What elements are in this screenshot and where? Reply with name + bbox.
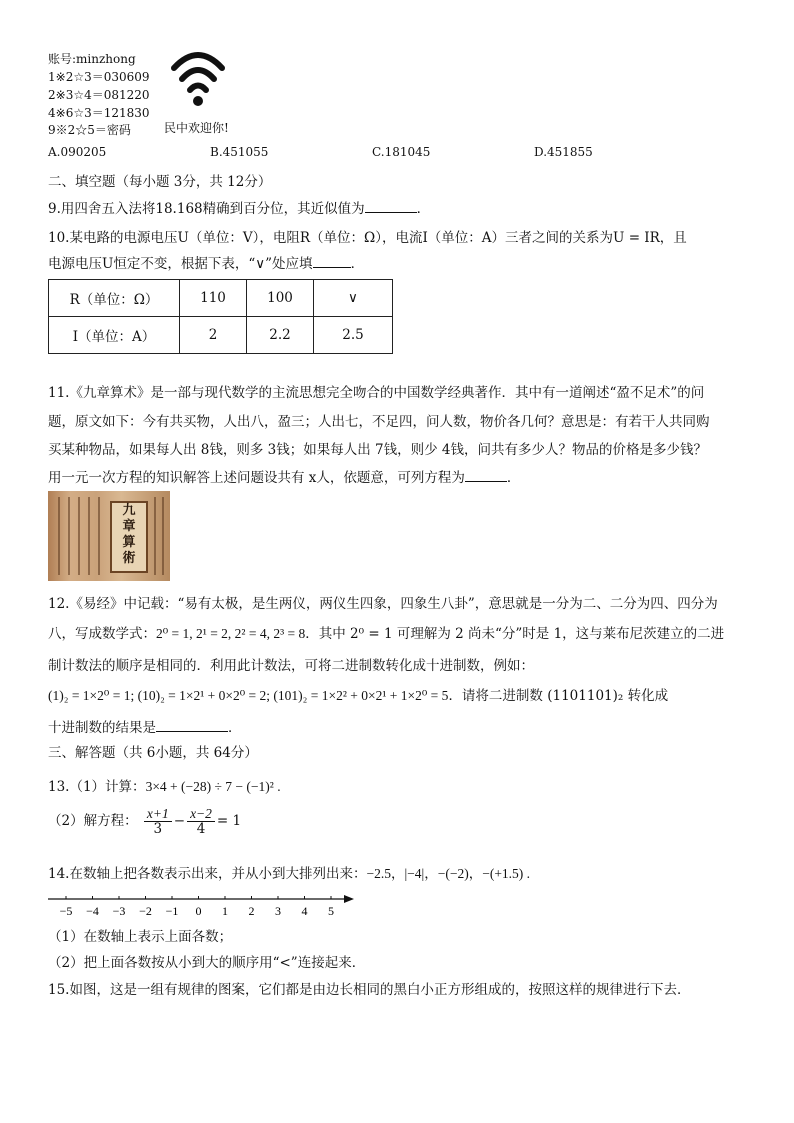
book-char: 術	[122, 551, 136, 566]
number-line-tick-label: 2	[248, 904, 255, 918]
code-line: 9※2☆5＝密码	[48, 123, 131, 137]
number-line-tick-label: 0	[195, 904, 202, 918]
question-11-line-4: 用一元一次方程的知识解答上述问题设共有 x人，依题意，可列方程为 ．	[48, 470, 521, 486]
question-9: 9.用四舍五入法将18.168精确到百分位，其近似值为 ．	[48, 201, 431, 217]
answer-blank	[465, 469, 507, 482]
question-11-line-2: 题，原文如下：今有共买物，人出八，盈三；人出七，不足四，问人数，物价各几何？意思是：有若干人共同购	[48, 414, 710, 430]
question-11-line-3: 买某种物品，如果每人出 8钱，则多 3钱；如果每人出 7钱，则少 4钱，问共有多少人？物品的价格是多少钱？	[48, 442, 708, 458]
section-2-title: 二、填空题（每小题 3分，共 12分）	[48, 174, 272, 190]
account-label: 账号:minzhong	[48, 52, 136, 66]
book-char: 章	[122, 519, 136, 534]
question-12-line-1: 12.《易经》中记载：“易有太极，是生两仪，两仪生四象，四象生八卦”，意思就是一分为二、二分为四、四分为	[48, 596, 718, 612]
equation-rhs: = 1	[216, 813, 242, 829]
power-series-formula: 2⁰ = 1, 2¹ = 2, 2² = 4, 2³ = 8	[156, 626, 306, 641]
table-row	[49, 280, 393, 317]
answer-blank	[313, 255, 351, 268]
code-line: 1※2☆3＝030609	[48, 70, 150, 84]
fraction-numerator: x−2	[187, 806, 215, 822]
book-title-plate	[110, 501, 148, 573]
fraction-denominator: 4	[196, 821, 206, 837]
table-cell: R（单位：Ω）	[49, 280, 180, 317]
question-10-line-2: 电源电压U恒定不变，根据下表，“∨”处应填 ．	[48, 256, 365, 272]
option-b: B.451055	[210, 145, 269, 159]
section-3-title: 三、解答题（共 6小题，共 64分）	[48, 745, 258, 761]
binary-examples-formula: (1)₂ = 1×2⁰ = 1; (10)₂ = 1×2¹ + 0×2⁰ = 2; (101)₂ = 1×2² + 0×2¹ + 1×2⁰ = 5	[48, 688, 449, 703]
question-13-part-1	[48, 775, 281, 795]
question-12-line-5: 十进制数的结果是 ．	[48, 720, 242, 736]
question-12-text: 十进制数的结果是	[48, 720, 156, 736]
fraction-numerator: x+1	[144, 806, 172, 822]
question-12-line-4	[48, 684, 668, 704]
number-line-tick-label: −1	[165, 904, 179, 918]
numbers-list: −2.5，|−4|，−(−2)，−(+1.5) .	[366, 866, 531, 881]
wifi-caption: 民中欢迎你!	[164, 121, 229, 135]
question-12-text: ．请将二进制数 (1101101)₂ 转化成	[448, 688, 669, 704]
question-12-text: ．其中 2⁰ = 1 可理解为 2 尚未“分”时是 1，这与莱布尼茨建立的二进	[305, 626, 725, 642]
question-11-line-1: 11.《九章算术》是一部与现代数学的主流思想完全吻合的中国数学经典著作．其中有一道阐述“盈不足术”的问	[48, 385, 705, 401]
table-cell: I（单位：A）	[49, 317, 180, 354]
answer-blank	[156, 719, 228, 732]
number-line-tick-label: −4	[86, 904, 99, 918]
number-line-tick-label: −2	[139, 904, 152, 918]
number-line-tick-label: 3	[275, 904, 281, 918]
question-13-label: 13.（1）计算：	[48, 779, 146, 795]
number-line	[44, 888, 364, 922]
resistance-current-table	[48, 279, 393, 354]
table-cell: 110	[180, 280, 247, 317]
question-13-label: （2）解方程：	[48, 813, 138, 829]
number-line-tick-label: 5	[328, 904, 334, 918]
question-14-part-2: （2）把上面各数按从小到大的顺序用“<”连接起来．	[48, 955, 366, 971]
table-row	[49, 317, 393, 354]
fraction-2	[187, 806, 215, 837]
question-14-part-1: （1）在数轴上表示上面各数；	[48, 929, 233, 945]
question-12-text: 八，写成数学式：	[48, 626, 156, 642]
question-14-stem	[48, 862, 530, 882]
number-line-tick-label: −5	[59, 904, 73, 918]
question-11-text: 用一元一次方程的知识解答上述问题设共有 x人，依题意，可列方程为	[48, 470, 465, 486]
question-14-text: 14.在数轴上把各数表示出来，并从小到大排列出来：	[48, 866, 367, 882]
answer-blank	[365, 200, 417, 213]
number-line-tick-label: −3	[112, 904, 126, 918]
fraction-denominator: 3	[153, 821, 163, 837]
question-12-line-2	[48, 622, 724, 642]
number-line-tick-label: 4	[301, 904, 308, 918]
code-line: 4※6☆3＝121830	[48, 106, 150, 120]
fraction-1	[144, 806, 172, 837]
table-cell: ∨	[314, 280, 393, 317]
table-cell: 2.2	[247, 317, 314, 354]
book-char: 算	[122, 535, 136, 550]
arithmetic-expression: 3×4 + (−28) ÷ 7 − (−1)² .	[145, 779, 281, 794]
wifi-icon	[170, 46, 226, 108]
question-10-text: 电源电压U恒定不变，根据下表，“∨”处应填	[48, 256, 313, 272]
jiuzhang-book-image	[48, 491, 170, 581]
table-cell: 2	[180, 317, 247, 354]
code-line: 2※3☆4＝081220	[48, 88, 150, 102]
question-15-stem: 15.如图，这是一组有规律的图案，它们都是由边长相同的黑白小正方形组成的，按照这样的规律进行下去．	[48, 982, 691, 998]
option-a: A.090205	[48, 145, 107, 159]
question-9-text: 9.用四舍五入法将18.168精确到百分位，其近似值为	[48, 201, 365, 217]
book-char: 九	[122, 503, 136, 518]
question-12-line-3: 制计数法的顺序是相同的．利用此计数法，可将二进制数转化成十进制数，例如：	[48, 658, 534, 674]
table-cell: 2.5	[314, 317, 393, 354]
option-d: D.451855	[534, 145, 593, 159]
number-line-tick-label: 1	[222, 904, 228, 918]
table-cell: 100	[247, 280, 314, 317]
option-c: C.181045	[372, 145, 431, 159]
question-10-line-1: 10.某电路的电源电压U（单位：V），电阻R（单位：Ω），电流I（单位：A）三者之间的关系为U = IR，且	[48, 230, 687, 246]
question-13-part-2: （2）解方程： $\frac{x+1}{3}$ − $\frac{x-2}{4}$ = 1	[48, 806, 242, 837]
